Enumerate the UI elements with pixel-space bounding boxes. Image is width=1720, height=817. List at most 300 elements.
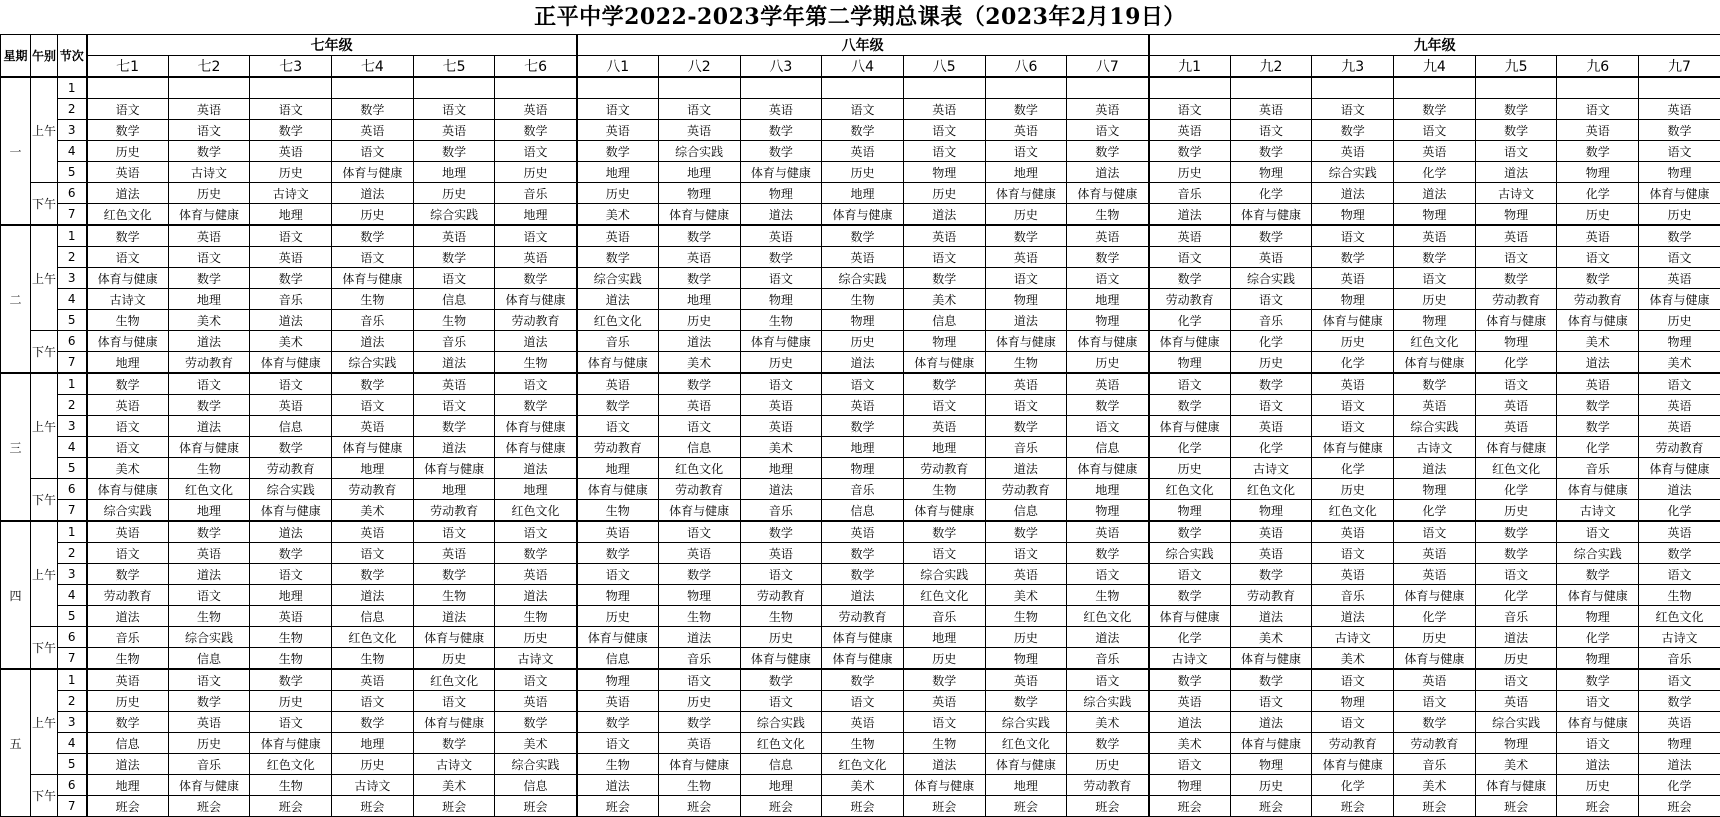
subject-cell: 体育与健康 — [413, 627, 495, 648]
period-row — [1, 627, 1720, 648]
subject-cell: 语文 — [1312, 99, 1394, 120]
subject-cell: 美术 — [332, 500, 414, 522]
subject-cell: 道法 — [495, 458, 577, 479]
subject-cell: 化学 — [1230, 183, 1312, 204]
subject-cell: 地理 — [168, 500, 250, 522]
subject-cell: 语文 — [413, 395, 495, 416]
subject-cell: 音乐 — [332, 310, 414, 331]
subject-cell: 历史 — [1475, 648, 1557, 670]
subject-cell: 数学 — [168, 521, 250, 543]
subject-cell: 英语 — [1394, 564, 1476, 585]
subject-cell: 英语 — [168, 99, 250, 120]
subject-cell: 英语 — [740, 225, 822, 247]
subject-cell: 劳动教育 — [1149, 289, 1231, 310]
subject-cell: 班会 — [822, 796, 904, 817]
subject-cell: 英语 — [1394, 225, 1476, 247]
subject-cell: 古诗文 — [87, 289, 169, 310]
subject-cell: 物理 — [1475, 204, 1557, 226]
subject-cell: 劳动教育 — [413, 500, 495, 522]
subject-cell: 体育与健康 — [250, 733, 332, 754]
subject-cell: 语文 — [740, 691, 822, 712]
subject-cell: 体育与健康 — [577, 352, 659, 374]
subject-cell: 体育与健康 — [1149, 331, 1231, 352]
subject-cell: 语文 — [1067, 416, 1149, 437]
subject-cell: 体育与健康 — [168, 437, 250, 458]
subject-cell: 综合实践 — [1312, 162, 1394, 183]
subject-cell: 生物 — [87, 648, 169, 670]
subject-cell: 语文 — [250, 225, 332, 247]
subject-cell: 语文 — [903, 712, 985, 733]
subject-cell: 数学 — [903, 521, 985, 543]
class-header: 八3 — [740, 56, 822, 78]
subject-cell: 数学 — [1230, 141, 1312, 162]
subject-cell: 古诗文 — [1394, 437, 1476, 458]
subject-cell: 美术 — [250, 331, 332, 352]
subject-cell: 语文 — [1312, 712, 1394, 733]
subject-cell: 历史 — [985, 627, 1067, 648]
subject-cell: 数学 — [1557, 669, 1639, 691]
period-row — [1, 247, 1720, 268]
subject-cell: 道法 — [1557, 352, 1639, 374]
subject-cell: 历史 — [903, 648, 985, 670]
half-label-am: 上午 — [31, 373, 58, 479]
subject-cell: 道法 — [985, 310, 1067, 331]
subject-cell: 数学 — [332, 225, 414, 247]
subject-cell: 物理 — [1312, 289, 1394, 310]
subject-cell: 体育与健康 — [822, 648, 904, 670]
subject-cell: 物理 — [1639, 162, 1720, 183]
subject-cell: 班会 — [985, 796, 1067, 817]
subject-cell: 地理 — [577, 458, 659, 479]
subject-cell: 历史 — [332, 754, 414, 775]
subject-cell: 英语 — [822, 141, 904, 162]
subject-cell: 历史 — [332, 204, 414, 226]
subject-cell: 道法 — [1067, 162, 1149, 183]
subject-cell: 物理 — [1230, 162, 1312, 183]
subject-cell: 历史 — [1394, 627, 1476, 648]
subject-cell: 体育与健康 — [1312, 437, 1394, 458]
subject-cell — [822, 77, 904, 99]
period-number: 5 — [58, 754, 87, 775]
subject-cell: 班会 — [1557, 796, 1639, 817]
subject-cell: 历史 — [822, 331, 904, 352]
subject-cell: 数学 — [168, 395, 250, 416]
subject-cell: 体育与健康 — [1475, 437, 1557, 458]
subject-cell: 综合实践 — [1475, 712, 1557, 733]
subject-cell: 数学 — [1639, 120, 1720, 141]
subject-cell: 物理 — [1394, 204, 1476, 226]
subject-cell: 音乐 — [903, 606, 985, 627]
subject-cell: 音乐 — [1475, 606, 1557, 627]
subject-cell: 数学 — [1475, 99, 1557, 120]
half-label-pm: 下午 — [31, 775, 58, 817]
timetable — [0, 34, 1720, 817]
subject-cell: 数学 — [1475, 521, 1557, 543]
subject-cell: 数学 — [1394, 712, 1476, 733]
subject-cell: 英语 — [250, 141, 332, 162]
subject-cell: 生物 — [822, 289, 904, 310]
subject-cell: 数学 — [822, 120, 904, 141]
subject-cell: 数学 — [1557, 141, 1639, 162]
subject-cell: 英语 — [1639, 712, 1720, 733]
subject-cell: 数学 — [577, 395, 659, 416]
subject-cell: 音乐 — [740, 500, 822, 522]
subject-cell: 语文 — [413, 99, 495, 120]
subject-cell: 体育与健康 — [577, 479, 659, 500]
subject-cell: 历史 — [87, 691, 169, 712]
subject-cell: 语文 — [903, 141, 985, 162]
subject-cell: 道法 — [1639, 479, 1720, 500]
subject-cell: 美术 — [1312, 648, 1394, 670]
subject-cell: 语文 — [658, 521, 740, 543]
subject-cell: 化学 — [1475, 352, 1557, 374]
subject-cell: 数学 — [87, 373, 169, 395]
subject-cell: 信息 — [413, 289, 495, 310]
class-header: 九5 — [1475, 56, 1557, 78]
period-row — [1, 458, 1720, 479]
subject-cell: 道法 — [332, 585, 414, 606]
subject-cell: 红色文化 — [332, 627, 414, 648]
subject-cell: 语文 — [1475, 247, 1557, 268]
subject-cell: 综合实践 — [740, 712, 822, 733]
subject-cell: 数学 — [1557, 564, 1639, 585]
period-number: 4 — [58, 289, 87, 310]
period-row — [1, 141, 1720, 162]
subject-cell: 语文 — [822, 99, 904, 120]
subject-cell: 英语 — [495, 691, 577, 712]
subject-cell: 数学 — [87, 225, 169, 247]
subject-cell: 语文 — [1557, 733, 1639, 754]
subject-cell: 物理 — [658, 585, 740, 606]
period-row — [1, 796, 1720, 817]
subject-cell: 英语 — [1394, 141, 1476, 162]
subject-cell: 体育与健康 — [1230, 733, 1312, 754]
period-row — [1, 289, 1720, 310]
subject-cell: 语文 — [1312, 225, 1394, 247]
subject-cell: 物理 — [1149, 500, 1231, 522]
subject-cell: 道法 — [903, 204, 985, 226]
period-number: 5 — [58, 310, 87, 331]
subject-cell: 生物 — [658, 606, 740, 627]
subject-cell: 体育与健康 — [822, 627, 904, 648]
subject-cell: 历史 — [1394, 289, 1476, 310]
subject-cell: 音乐 — [1067, 648, 1149, 670]
subject-cell: 班会 — [250, 796, 332, 817]
subject-cell: 语文 — [985, 141, 1067, 162]
subject-cell — [1475, 77, 1557, 99]
subject-cell: 古诗文 — [1557, 500, 1639, 522]
subject-cell: 生物 — [168, 606, 250, 627]
subject-cell: 语文 — [1230, 289, 1312, 310]
subject-cell: 英语 — [822, 247, 904, 268]
subject-cell: 数学 — [1149, 268, 1231, 289]
subject-cell: 体育与健康 — [168, 204, 250, 226]
subject-cell: 语文 — [495, 669, 577, 691]
subject-cell: 英语 — [658, 733, 740, 754]
class-header: 七4 — [332, 56, 414, 78]
day-label: 五 — [1, 669, 31, 817]
subject-cell: 语文 — [495, 225, 577, 247]
period-number: 3 — [58, 712, 87, 733]
subject-cell: 体育与健康 — [1475, 310, 1557, 331]
subject-cell: 历史 — [495, 627, 577, 648]
subject-cell: 红色文化 — [87, 204, 169, 226]
subject-cell: 物理 — [740, 183, 822, 204]
subject-cell: 英语 — [658, 247, 740, 268]
subject-cell: 体育与健康 — [1557, 712, 1639, 733]
subject-cell: 历史 — [1067, 352, 1149, 374]
subject-cell: 数学 — [1067, 543, 1149, 564]
subject-cell: 地理 — [985, 162, 1067, 183]
subject-cell: 语文 — [1557, 99, 1639, 120]
subject-cell: 地理 — [1067, 289, 1149, 310]
subject-cell: 美术 — [1394, 775, 1476, 796]
subject-cell: 数学 — [1067, 395, 1149, 416]
subject-cell: 美术 — [1475, 754, 1557, 775]
subject-cell: 数学 — [1557, 395, 1639, 416]
subject-cell: 语文 — [87, 99, 169, 120]
subject-cell: 语文 — [903, 543, 985, 564]
period-number: 1 — [58, 77, 87, 99]
subject-cell: 英语 — [413, 373, 495, 395]
subject-cell: 生物 — [740, 606, 822, 627]
subject-cell: 红色文化 — [1230, 479, 1312, 500]
subject-cell: 音乐 — [822, 479, 904, 500]
period-row — [1, 606, 1720, 627]
day-label: 二 — [1, 225, 31, 373]
subject-cell: 语文 — [87, 543, 169, 564]
subject-cell: 体育与健康 — [495, 437, 577, 458]
subject-cell: 数学 — [658, 712, 740, 733]
subject-cell: 语文 — [1475, 141, 1557, 162]
subject-cell: 体育与健康 — [250, 352, 332, 374]
subject-cell: 历史 — [168, 183, 250, 204]
period-row — [1, 585, 1720, 606]
subject-cell: 红色文化 — [577, 310, 659, 331]
subject-cell: 英语 — [577, 225, 659, 247]
subject-cell: 英语 — [1312, 141, 1394, 162]
subject-cell: 英语 — [87, 521, 169, 543]
subject-cell: 语文 — [168, 120, 250, 141]
subject-cell: 音乐 — [413, 331, 495, 352]
period-number: 1 — [58, 669, 87, 691]
subject-cell: 体育与健康 — [1639, 289, 1720, 310]
subject-cell: 历史 — [658, 310, 740, 331]
class-header: 九1 — [1149, 56, 1231, 78]
subject-cell: 音乐 — [985, 437, 1067, 458]
subject-cell: 体育与健康 — [740, 331, 822, 352]
subject-cell: 历史 — [250, 162, 332, 183]
subject-cell: 语文 — [1639, 247, 1720, 268]
subject-cell: 体育与健康 — [985, 754, 1067, 775]
subject-cell: 语文 — [577, 564, 659, 585]
subject-cell: 道法 — [168, 564, 250, 585]
subject-cell: 数学 — [495, 120, 577, 141]
subject-cell: 数学 — [822, 225, 904, 247]
subject-cell: 班会 — [1475, 796, 1557, 817]
subject-cell: 英语 — [1067, 521, 1149, 543]
subject-cell: 英语 — [413, 543, 495, 564]
subject-cell: 历史 — [740, 627, 822, 648]
subject-cell — [1067, 77, 1149, 99]
subject-cell: 信息 — [985, 500, 1067, 522]
subject-cell: 音乐 — [168, 754, 250, 775]
subject-cell: 英语 — [332, 521, 414, 543]
subject-cell: 体育与健康 — [1149, 606, 1231, 627]
subject-cell: 英语 — [1230, 247, 1312, 268]
subject-cell: 历史 — [1312, 479, 1394, 500]
subject-cell: 英语 — [332, 416, 414, 437]
subject-cell: 体育与健康 — [1067, 183, 1149, 204]
subject-cell: 道法 — [413, 606, 495, 627]
subject-cell: 英语 — [577, 373, 659, 395]
subject-cell: 生物 — [1067, 204, 1149, 226]
subject-cell: 语文 — [1475, 564, 1557, 585]
subject-cell: 化学 — [1149, 627, 1231, 648]
subject-cell: 英语 — [903, 691, 985, 712]
subject-cell: 班会 — [1639, 796, 1720, 817]
subject-cell: 英语 — [985, 669, 1067, 691]
subject-cell: 物理 — [1394, 310, 1476, 331]
subject-cell: 古诗文 — [168, 162, 250, 183]
subject-cell: 数学 — [250, 437, 332, 458]
subject-cell: 信息 — [168, 648, 250, 670]
subject-cell: 英语 — [1475, 395, 1557, 416]
subject-cell: 英语 — [577, 691, 659, 712]
subject-cell: 地理 — [822, 183, 904, 204]
subject-cell: 英语 — [740, 395, 822, 416]
subject-cell: 语文 — [495, 521, 577, 543]
period-number: 4 — [58, 437, 87, 458]
class-header: 七1 — [87, 56, 169, 78]
subject-cell: 数学 — [1230, 669, 1312, 691]
period-number: 2 — [58, 543, 87, 564]
subject-cell: 数学 — [740, 247, 822, 268]
subject-cell: 物理 — [740, 289, 822, 310]
subject-cell: 综合实践 — [1230, 268, 1312, 289]
period-number: 3 — [58, 564, 87, 585]
subject-cell: 语文 — [740, 373, 822, 395]
subject-cell: 语文 — [168, 373, 250, 395]
half-label-am: 上午 — [31, 77, 58, 183]
subject-cell: 语文 — [495, 141, 577, 162]
subject-cell: 数学 — [740, 120, 822, 141]
subject-cell: 数学 — [1230, 373, 1312, 395]
subject-cell: 生物 — [250, 627, 332, 648]
subject-cell: 美术 — [1557, 331, 1639, 352]
period-row — [1, 331, 1720, 352]
subject-cell: 英语 — [87, 669, 169, 691]
subject-cell: 数学 — [985, 99, 1067, 120]
subject-cell: 语文 — [332, 543, 414, 564]
subject-cell: 历史 — [1639, 204, 1720, 226]
period-row — [1, 268, 1720, 289]
subject-cell: 古诗文 — [1230, 458, 1312, 479]
subject-cell: 物理 — [1067, 310, 1149, 331]
subject-cell: 英语 — [1394, 669, 1476, 691]
subject-cell: 化学 — [1394, 606, 1476, 627]
subject-cell: 物理 — [1475, 331, 1557, 352]
subject-cell: 数学 — [250, 120, 332, 141]
subject-cell: 体育与健康 — [1639, 458, 1720, 479]
subject-cell: 音乐 — [87, 627, 169, 648]
subject-cell: 数学 — [740, 669, 822, 691]
subject-cell — [903, 77, 985, 99]
subject-cell: 语文 — [577, 99, 659, 120]
subject-cell — [1149, 77, 1231, 99]
period-number: 2 — [58, 247, 87, 268]
subject-cell: 数学 — [658, 225, 740, 247]
subject-cell: 英语 — [985, 120, 1067, 141]
subject-cell: 体育与健康 — [1230, 648, 1312, 670]
period-number: 7 — [58, 648, 87, 670]
subject-cell: 道法 — [495, 331, 577, 352]
subject-cell: 数学 — [903, 268, 985, 289]
subject-cell: 体育与健康 — [1394, 585, 1476, 606]
subject-cell: 班会 — [1149, 796, 1231, 817]
subject-cell: 生物 — [495, 352, 577, 374]
subject-cell: 物理 — [577, 669, 659, 691]
half-label-pm: 下午 — [31, 183, 58, 226]
subject-cell: 语文 — [250, 373, 332, 395]
subject-cell: 英语 — [1230, 521, 1312, 543]
subject-cell — [250, 77, 332, 99]
subject-cell: 体育与健康 — [332, 162, 414, 183]
subject-cell: 综合实践 — [1394, 416, 1476, 437]
subject-cell — [413, 77, 495, 99]
subject-cell: 劳动教育 — [903, 458, 985, 479]
subject-cell: 英语 — [87, 395, 169, 416]
subject-cell: 历史 — [168, 733, 250, 754]
subject-cell: 体育与健康 — [168, 775, 250, 796]
subject-cell: 道法 — [1475, 162, 1557, 183]
subject-cell: 道法 — [1557, 754, 1639, 775]
subject-cell: 综合实践 — [985, 712, 1067, 733]
subject-cell: 数学 — [1557, 268, 1639, 289]
subject-cell: 英语 — [1557, 373, 1639, 395]
subject-cell: 红色文化 — [985, 733, 1067, 754]
subject-cell: 体育与健康 — [1557, 585, 1639, 606]
subject-cell: 化学 — [1557, 627, 1639, 648]
subject-cell: 数学 — [1230, 564, 1312, 585]
subject-cell: 英语 — [332, 120, 414, 141]
subject-cell: 物理 — [577, 585, 659, 606]
subject-cell: 数学 — [87, 564, 169, 585]
period-number: 5 — [58, 606, 87, 627]
class-header: 八5 — [903, 56, 985, 78]
subject-cell: 语文 — [1557, 521, 1639, 543]
subject-cell: 数学 — [1475, 120, 1557, 141]
subject-cell: 数学 — [658, 268, 740, 289]
subject-cell: 红色文化 — [1394, 331, 1476, 352]
subject-cell: 生物 — [577, 500, 659, 522]
subject-cell: 地理 — [87, 352, 169, 374]
subject-cell: 化学 — [1639, 500, 1720, 522]
subject-cell: 道法 — [1230, 712, 1312, 733]
subject-cell: 体育与健康 — [658, 204, 740, 226]
subject-cell: 班会 — [1230, 796, 1312, 817]
subject-cell: 劳动教育 — [87, 585, 169, 606]
subject-cell: 综合实践 — [658, 141, 740, 162]
subject-cell: 劳动教育 — [1639, 437, 1720, 458]
subject-cell: 物理 — [1230, 754, 1312, 775]
subject-cell: 数学 — [413, 564, 495, 585]
subject-cell: 古诗文 — [1312, 627, 1394, 648]
subject-cell: 信息 — [903, 310, 985, 331]
subject-cell: 劳动教育 — [1557, 289, 1639, 310]
subject-cell: 英语 — [1312, 268, 1394, 289]
subject-cell — [87, 77, 169, 99]
